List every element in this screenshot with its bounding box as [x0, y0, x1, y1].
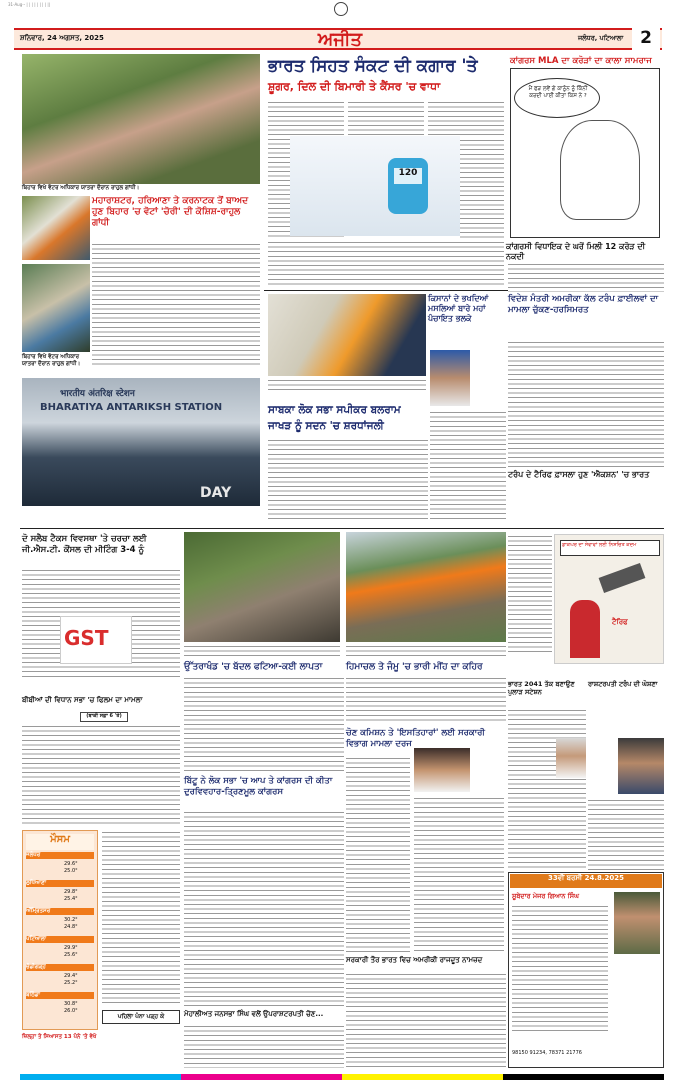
- edition-city: ਜਲੰਧਰ, ਪਟਿਆਲਾ: [578, 34, 624, 42]
- weather-min: 26.0°: [64, 1008, 78, 1014]
- gst-logo: GST: [64, 626, 109, 650]
- weather-row: [24, 936, 96, 962]
- health-illustration: [290, 136, 460, 236]
- article-body: [92, 242, 260, 368]
- weather-max: 29.9°: [64, 945, 78, 951]
- cartoon-figure: [560, 120, 640, 220]
- print-slug: 31-Aug-- | | | | | | | | ||: [8, 2, 51, 7]
- photo-caption-2: ਬਿਹਾਰ ਵਿਖੇ ਵੋਟਰ ਅਧਿਕਾਰ ਯਾਤਰਾ ਦੌਰਾਨ ਰਾਹੁਲ ਗਾਂਧੀ।: [22, 354, 81, 367]
- left-headline-2: ਬੀਬੀਆਂ ਦੀ ਵਿਧਾਨ ਸਭਾ 'ਚ ਫਿਲਮ ਦਾ ਮਾਮਲਾ: [22, 696, 143, 704]
- left-footer: ਜ਼ਿਲ੍ਹਾ ਤੇ ਸਿਆਸਤ 13 ਪੰਨੇ 'ਤੇ ਵੇਖੋ: [22, 1034, 97, 1040]
- station-day-sign: DAY: [200, 485, 232, 501]
- tejaswi-body: [346, 756, 410, 952]
- crowd-photo: [22, 264, 90, 352]
- bottom-body-2: [346, 972, 506, 1068]
- station-sign-hindi: भारतीय अंतरिक्ष स्टेशन: [60, 389, 135, 399]
- obituary-phone: 98150 91234, 78371 21776: [512, 1050, 582, 1056]
- postal-headline: ਡਾਕਘਰ ਦਾ ਸੇਵਾਵਾਂ ਲਈ ਨਿਸ਼ਚਿਤ ਕਦਮ: [562, 542, 637, 548]
- obituary-name: ਸੂਬੇਦਾਰ ਮੇਜਰ ਗਿਆਨ ਸਿੰਘ: [512, 892, 579, 900]
- congress-headline: ਬਿੱਟੂ ਨੇ ਲੋਕ ਸਭਾ 'ਚ ਆਪ ਤੇ ਕਾਂਗਰਸ ਦੀ ਕੀਤਾ ਦੁਰਵਿਵਹਾਰ-ਤ੍ਰਿਣਮੂਲ ਕਾਂਗਰਸ: [184, 776, 333, 797]
- weather-min: 25.4°: [64, 896, 78, 902]
- newspaper-logo: ਅਜੀਤ: [317, 29, 363, 50]
- weather-city: ਬਠਿੰਡਾ: [26, 992, 94, 999]
- weather-city: ਪਟਿਆਲਾ: [26, 936, 94, 943]
- weather-min: 25.6°: [64, 952, 78, 958]
- cloudburst-caption: [184, 644, 340, 658]
- left-body-2: [22, 724, 180, 824]
- rally-photo: [22, 196, 90, 260]
- color-bar: [20, 1074, 664, 1080]
- panchayat-headline: ਕਿਸਾਨਾਂ ਦੇ ਭਖਦਿਆਂ ਮਸਲਿਆਂ ਬਾਰੇ ਮਹਾਂ ਪੰਚਾਇਤ ਭਲਕੇ: [428, 294, 489, 323]
- weather-max: 30.8°: [64, 1001, 78, 1007]
- himachal-body: [346, 676, 506, 724]
- glucometer-device: [388, 158, 428, 214]
- weather-row: [24, 880, 96, 906]
- balram-headline-1: ਸਾਬਕਾ ਲੋਕ ਸਭਾ ਸਪੀਕਰ ਬਲਰਾਮ: [268, 404, 401, 416]
- mini-body-1: [508, 708, 586, 868]
- tariff-headline: ਟਰੰਪ ਦੇ ਟੈਰਿਫ ਫ਼ਾਸਲਾ ਹੁਣ 'ਐਕਸ਼ਨ' 'ਚ ਭਾਰਤ: [508, 470, 650, 479]
- page-number: 2: [632, 28, 660, 50]
- mini-headline-2: ਰਾਸ਼ਟਰਪਤੀ ਟਰੰਪ ਦੀ ਘੋਸ਼ਣਾ: [588, 680, 658, 688]
- continued-tag: (ਬਾਕੀ ਸਫ਼ਾ 6 'ਤੇ): [80, 712, 128, 722]
- bottom-headline-2: ਸਰਕਾਰੀ ਤੌਰ ਭਾਰਤ ਵਿਚ ਅਮਰੀਕੀ ਰਾਜਦੂਤ ਨਾਮਜ਼ਦ: [346, 956, 483, 964]
- bottom-headline-1: ਮੋਹਾਲੀਅਤ ਜਨਸਭਾ ਸਿੰਘ ਵਲੋਂ ਉਪਰਾਸ਼ਟਰਪਤੀ ਚੋਣ...: [184, 1010, 324, 1018]
- weather-row: [24, 908, 96, 934]
- himachal-headline: ਹਿਮਾਚਲ ਤੇ ਜੰਮੂ 'ਚ ਭਾਰੀ ਮੀਂਹ ਦਾ ਕਹਿਰ: [346, 662, 483, 672]
- congress-body: [184, 810, 344, 1006]
- band-divider: [20, 528, 664, 529]
- weather-city: ਚੰਡੀਗੜ੍ਹ: [26, 964, 94, 971]
- parliament-photo: [268, 294, 426, 376]
- weather-min: 25.0°: [64, 868, 78, 874]
- crane-caption: [346, 644, 506, 658]
- mini-headline-1: ਭਾਰਤ 2041 ਤੱਕ ਬਣਾਉਣ ਪੁਲਾੜ ਸਟੇਸ਼ਨ: [508, 680, 575, 696]
- lead-body-col2: [348, 100, 424, 136]
- postbox-icon: [570, 600, 600, 658]
- weather-max: 30.2°: [64, 917, 78, 923]
- cloudburst-headline: ਉੱਤਰਾਖੰਡ 'ਚ ਬੱਦਲ ਫਟਿਆ-ਕਈ ਲਾਪਤਾ: [184, 662, 323, 672]
- tejaswi-headline: ਚੋਣ ਕਮਿਸ਼ਨ ਤੇ 'ਇਸਤਿਹਾਰਾਂ' ਲਈ ਸਰਕਾਰੀ ਵਿਭਾਗ ਮਾਮਲਾ ਦਰਜ: [346, 728, 485, 749]
- station-sign-english: BHARATIYA ANTARIKSH STATION: [40, 402, 223, 413]
- tejaswi-photo: [414, 748, 470, 792]
- weather-row: [24, 852, 96, 878]
- cloudburst-body: [184, 676, 344, 772]
- mini-body-2: [588, 798, 664, 870]
- parliament-caption: [268, 378, 426, 390]
- weather-min: 24.8°: [64, 924, 78, 930]
- lead-headline-1: ਭਾਰਤ ਸਿਹਤ ਸੰਕਟ ਦੀ ਕਗਾਰ 'ਤੇ: [268, 56, 478, 76]
- foreign-body: [508, 340, 664, 468]
- balram-body: [268, 438, 428, 522]
- weather-city: ਅੰਮ੍ਰਿਤਸਰ: [26, 908, 94, 915]
- panchayat-body: [430, 410, 506, 520]
- jaishankar-photo: [618, 738, 664, 794]
- balram-headline-2: ਜਾਖੜ ਨੂੰ ਸਦਨ 'ਚ ਸ਼ਰਧਾਂਜਲੀ: [268, 420, 384, 432]
- protest-photo: [22, 54, 260, 184]
- left-box-title: ਪਹਿਲਾ ਪੰਨਾ ਪੜ੍ਹ ਕੇ: [117, 1013, 165, 1020]
- lead-body-col3: [428, 100, 504, 136]
- weather-row: [24, 992, 96, 1018]
- weather-min: 25.2°: [64, 980, 78, 986]
- obituary-title: 33ਵੀਂ ਬਰਸੀ 24.8.2025: [510, 874, 662, 888]
- glucometer-reading: 120: [394, 168, 422, 184]
- bottom-body-1: [184, 1024, 344, 1068]
- tariff-body: [508, 534, 552, 654]
- weather-max: 29.4°: [64, 973, 78, 979]
- tejaswi-body-2: [414, 796, 504, 952]
- weather-max: 29.8°: [64, 889, 78, 895]
- weather-city: ਲੁਧਿਆਣਾ: [26, 880, 94, 887]
- registration-mark: [334, 2, 348, 16]
- weather-title: ਮੌਸਮ: [26, 834, 94, 850]
- weather-max: 29.6°: [64, 861, 78, 867]
- raid-body: [508, 262, 664, 292]
- cartoon-title: ਕਾਂਗਰਸ MLA ਦਾ ਕਰੋੜਾਂ ਦਾ ਕਾਲਾ ਸਾਮਰਾਜ: [510, 56, 652, 66]
- crane-photo: [346, 532, 506, 642]
- foreign-headline: ਵਿਦੇਸ਼ ਮੰਤਰੀ ਅਮਰੀਕਾ ਕੱਲ ਟਰੰਪ ਫ਼ਾਈਲਵਾਂ ਦਾ ਮਾਮਲਾ ਚੁੱਕਣ-ਹਰਸਿਮਰਤ: [508, 294, 659, 315]
- modi-photo: [556, 738, 586, 778]
- weather-city: ਜਲੰਧਰ: [26, 852, 94, 859]
- tariff-word: ਟੈਰਿਫ: [612, 618, 628, 626]
- photo-caption-3: [22, 508, 260, 520]
- obituary-body: [512, 904, 608, 1032]
- obituary-photo: [614, 892, 660, 954]
- gst-headline: ਦੋ ਸਲੈਬ ਟੈਕਸ ਵਿਵਸਥਾ 'ਤੇ ਚਰਚਾ ਲਈ ਜੀ.ਐਸ.ਟੀ. ਕੌਂਸਲ ਦੀ ਮੀਟਿੰਗ 3-4 ਨੂੰ: [22, 534, 147, 555]
- edition-date: ਸ਼ਨਿਵਾਰ, 24 ਅਗਸਤ, 2025: [20, 34, 104, 42]
- lead-headline-2: ਸ਼ੂਗਰ, ਦਿਲ ਦੀ ਬਿਮਾਰੀ ਤੇ ਕੈਂਸਰ 'ਚ ਵਾਧਾ: [268, 80, 441, 93]
- cloudburst-photo: [184, 532, 340, 642]
- farmer-leader-photo: [430, 350, 470, 406]
- left-body-3: [102, 830, 180, 1006]
- weather-rows: [24, 852, 96, 1024]
- lead-body-col4: [460, 138, 504, 238]
- lead-body-bottom: [268, 240, 504, 286]
- photo-caption: ਬਿਹਾਰ ਵਿਖੇ ਵੋਟਰ ਅਧਿਕਾਰ ਯਾਤਰਾ ਦੌਰਾਨ ਰਾਹੁਲ ਗਾਂਧੀ।: [22, 185, 140, 191]
- article-headline: ਮਹਾਰਾਸ਼ਟਰ, ਹਰਿਆਣਾ ਤੇ ਕਰਨਾਟਕ ਤੋਂ ਬਾਅਦ ਹੁਣ ਬਿਹਾਰ 'ਚ ਵੋਟਾਂ 'ਚੋਰੀ' ਦੀ ਕੋਸ਼ਿਸ਼-ਰਾਹੁਲ ਗਾਂਧੀ: [92, 196, 249, 228]
- weather-row: [24, 964, 96, 990]
- cartoon-bubble-text: ਮੈਂ ਫੜ ਲਵੇਂ ਗੇ ਕਾਨੂੰਨ ਨੂੰ ਕਿੰਨੀ ਕਰਦੀ ਪਾਈ ਕੀਤਾ ਕਿਸ ਨੇ ?: [528, 86, 588, 99]
- raid-headline: ਕਾਂਗਰਸੀ ਵਿਧਾਇਕ ਦੇ ਘਰੋਂ ਮਿਲੀ 12 ਕਰੋੜ ਦੀ ਨਕਦੀ: [506, 242, 646, 261]
